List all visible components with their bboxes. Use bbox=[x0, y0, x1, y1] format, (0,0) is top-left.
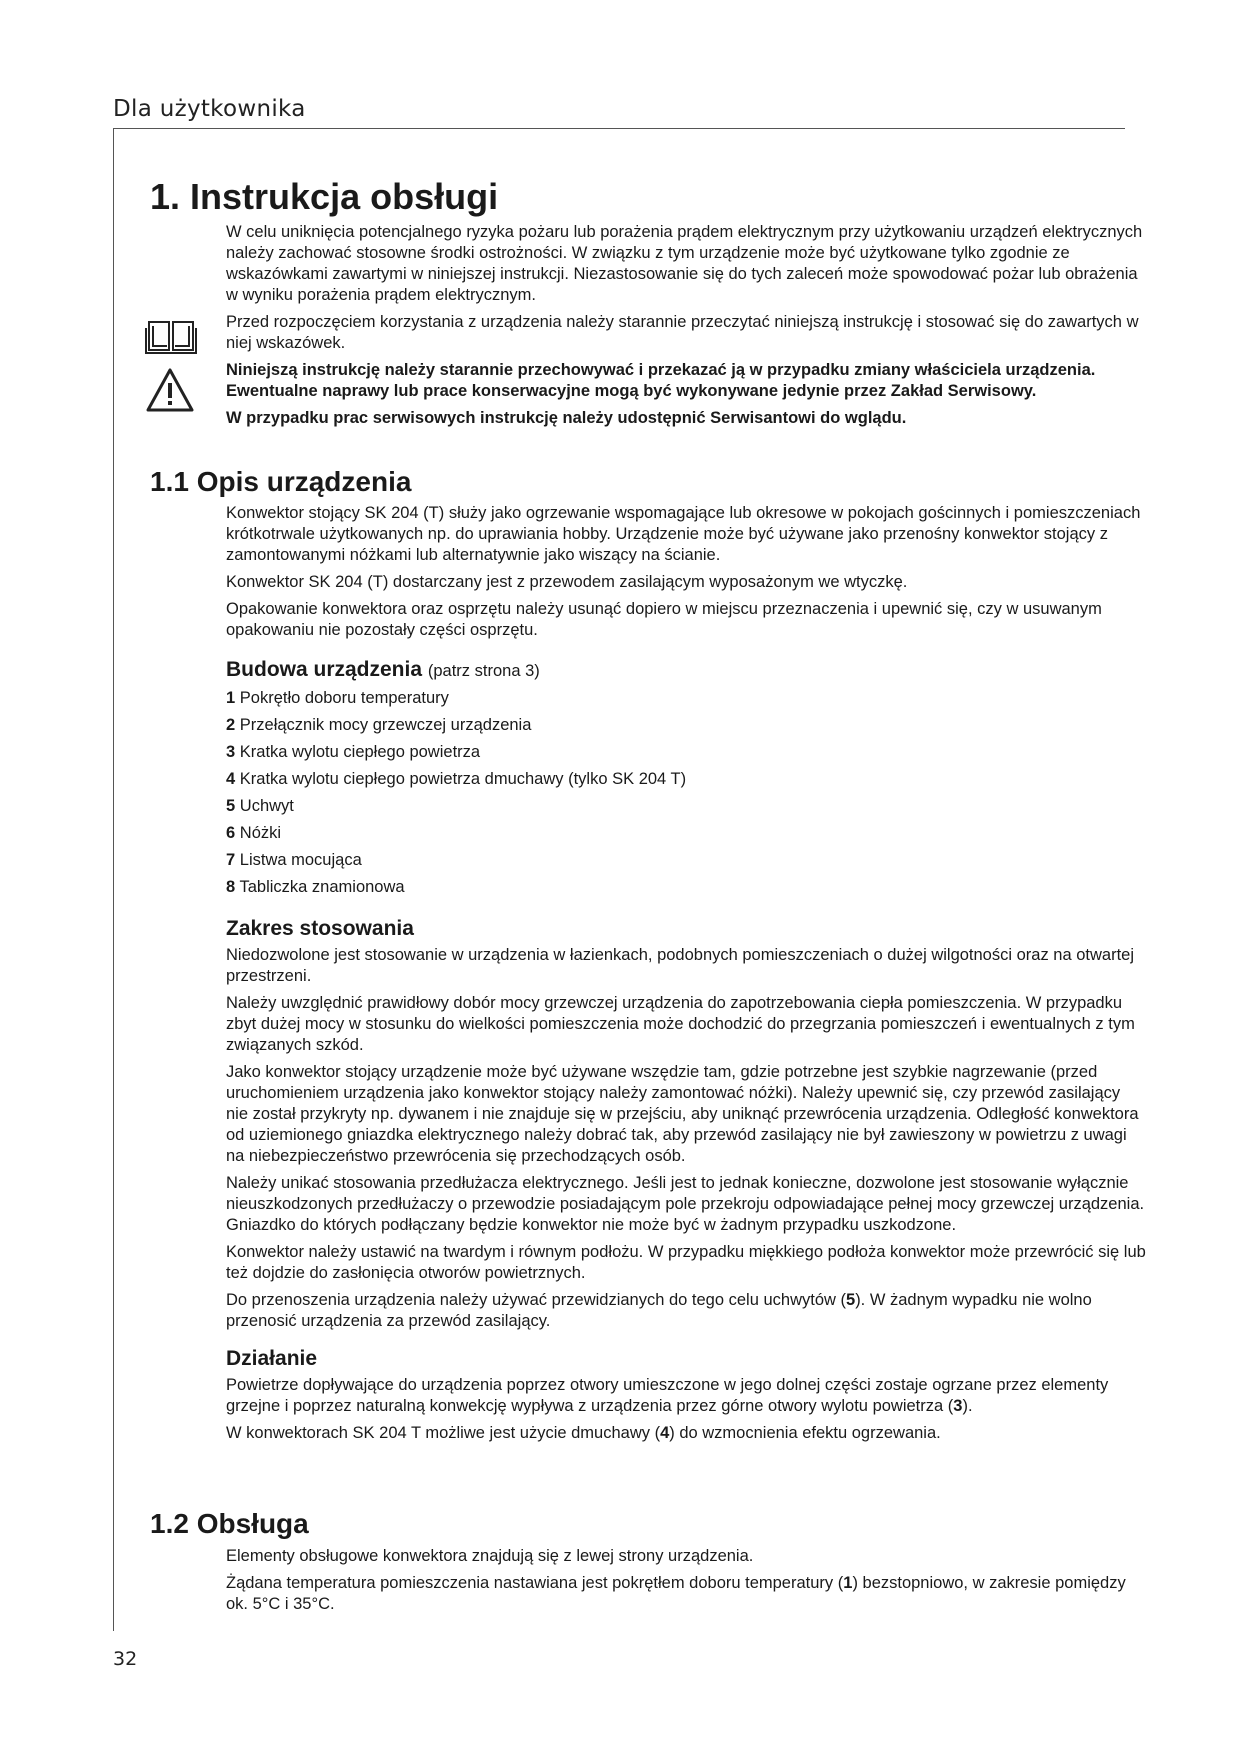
zakres-paragraph-4: Należy unikać stosowania przedłużacza elektrycznego. Jeśli jest to jednak konieczne, dozwolone jest stosowanie wyłącznie nieuszkodzonych przedłużaczy o przewodzie posiadającym pole przekroju odpowiadające pełnej mocy grzewczej urządzenia. Gniazdko do których podłączany będzie konwektor nie może być w żadnym przypadku uszkodzone. bbox=[226, 1174, 1145, 1234]
desc-paragraph-1: Konwektor stojący SK 204 (T) służy jako ogrzewanie wspomagające lub okresowe w pokojach gościnnych i pomieszczeniach krótkotrwale użytkowanych np. do uprawiania hobby. Urządzenie może być używane jako przenośny konwektor stojący z zamontowanymi nóżkami lub alternatywnie jako wiszący na ścianie. bbox=[226, 504, 1141, 564]
warning-note: Niniejszą instrukcję należy starannie przechowywać i przekazać ją w przypadku zmiany właściciela urządzenia. Ewentualne naprawy lub prace konserwacyjne mogą być wykonywane jedynie przez Zakład Serwisowy. bbox=[226, 361, 1096, 400]
running-header: Dla użytkownika bbox=[113, 96, 306, 122]
zakres-paragraph-5: Konwektor należy ustawić na twardym i równym podłożu. W przypadku miękkiego podłoża konwektor może przewrócić się lub też dojdzie do zasłonięcia otworów powietrznych. bbox=[226, 1243, 1146, 1282]
zakres-heading: Zakres stosowania bbox=[226, 917, 414, 940]
list-item: 4 Kratka wylotu ciepłego powietrza dmuchawy (tylko SK 204 T) bbox=[226, 770, 687, 788]
section-1-1-title: 1.1 Opis urządzenia bbox=[150, 466, 412, 497]
parts-list bbox=[226, 688, 1146, 904]
read-note: Przed rozpoczęciem korzystania z urządzenia należy starannie przeczytać niniejszą instrukcję i stosować się do zawartych w niej wskazówek. bbox=[226, 313, 1139, 352]
section-1-title: 1. Instrukcja obsługi bbox=[150, 176, 499, 217]
zakres-paragraph-3: Jako konwektor stojący urządzenie może być używane wszędzie tam, gdzie potrzebne jest szybkie nagrzewanie (przed uruchomieniem urządzenia jako konwektor stojący należy zamontować nóżki). Należy upewnić się, czy przewód zasilający nie został przykryty np. dywanem i nie znajduje się w przejściu, aby uniknąć przewrócenia urządzenia. Odległość konwektora od uziemionego gniazdka elektrycznego należy dobrać tak, aby przewód zasilający nie był zawieszony w powietrzu z uwagi na niebezpieczeństwo przewrócenia się przechodzących osób. bbox=[226, 1063, 1139, 1165]
page-number: 32 bbox=[113, 1648, 138, 1670]
list-item: 5 Uchwyt bbox=[226, 797, 294, 815]
section-1-2-title: 1.2 Obsługa bbox=[150, 1508, 309, 1539]
dzialanie-paragraph-2: W konwektorach SK 204 T możliwe jest użycie dmuchawy (4) do wzmocnienia efektu ogrzewania. bbox=[226, 1424, 941, 1442]
margin-rule bbox=[113, 128, 114, 1631]
list-item: 3 Kratka wylotu ciepłego powietrza bbox=[226, 743, 481, 761]
obsluga-paragraph-2: Żądana temperatura pomieszczenia nastawiana jest pokrętłem doboru temperatury (1) bezstopniowo, w zakresie pomiędzy ok. 5°C i 35°C. bbox=[226, 1574, 1126, 1613]
section-1-body bbox=[226, 222, 1146, 435]
list-item: 6 Nóżki bbox=[226, 824, 282, 842]
list-item: 2 Przełącznik mocy grzewczej urządzenia bbox=[226, 716, 532, 734]
zakres-paragraph-1: Niedozwolone jest stosowanie w urządzenia w łazienkach, podobnych pomieszczeniach o dużej wilgotności oraz na otwartej przestrzeni. bbox=[226, 946, 1134, 985]
section-1-2-body bbox=[226, 1546, 1146, 1621]
section-1-1-body bbox=[226, 503, 1146, 1450]
zakres-paragraph-6: Do przenoszenia urządzenia należy używać przewidzianych do tego celu uchwytów (5). W żadnym wypadku nie wolno przenosić urządzenia za przewód zasilający. bbox=[226, 1291, 1092, 1330]
dzialanie-heading: Działanie bbox=[226, 1347, 318, 1370]
list-item: 7 Listwa mocująca bbox=[226, 851, 362, 869]
list-item: 8 Tabliczka znamionowa bbox=[226, 878, 405, 896]
obsluga-paragraph-1: Elementy obsługowe konwektora znajdują się z lewej strony urządzenia. bbox=[226, 1547, 754, 1565]
budowa-title: Budowa urządzenia bbox=[226, 658, 423, 681]
budowa-heading bbox=[226, 659, 1146, 682]
intro-paragraph: W celu uniknięcia potencjalnego ryzyka pożaru lub porażenia prądem elektrycznym przy użytkowaniu urządzeń elektrycznych należy zachować stosowne środki ostrożności. W związku z tym urządzenie może być użytkowane tylko zgodnie ze wskazówkami zawartymi w niniejszej instrukcji. Niezastosowanie się do tych zaleceń może spowodować pożar lub obrażenia w wyniku porażenia prądem elektrycznym. bbox=[226, 223, 1143, 304]
warning-triangle-icon bbox=[145, 367, 195, 413]
desc-paragraph-2: Konwektor SK 204 (T) dostarczany jest z przewodem zasilającym wyposażonym we wtyczkę. bbox=[226, 573, 908, 591]
dzialanie-paragraph-1: Powietrze dopływające do urządzenia poprzez otwory umieszczone w jego dolnej części zostaje ogrzane przez elementy grzejne i poprzez naturalną konwekcję wypływa z urządzenia przez górne otwory wylotu powietrza (3). bbox=[226, 1376, 1109, 1415]
budowa-note: (patrz strona 3) bbox=[427, 662, 540, 680]
book-icon bbox=[145, 318, 197, 354]
zakres-paragraph-2: Należy uwzględnić prawidłowy dobór mocy grzewczej urządzenia do zapotrzebowania ciepła pomieszczenia. W przypadku zbyt dużej mocy w stosunku do wielkości pomieszczenia może dochodzić do przegrzania pomieszczeń i ewentualnych z tym związanych szkód. bbox=[226, 994, 1135, 1054]
list-item: 1 Pokrętło doboru temperatury bbox=[226, 689, 449, 707]
header-rule bbox=[113, 128, 1125, 129]
service-note: W przypadku prac serwisowych instrukcję należy udostępnić Serwisantowi do wglądu. bbox=[226, 409, 907, 427]
desc-paragraph-3: Opakowanie konwektora oraz osprzętu należy usunąć dopiero w miejscu przeznaczenia i upewnić się, czy w usuwanym opakowaniu nie pozostały części osprzętu. bbox=[226, 600, 1102, 639]
